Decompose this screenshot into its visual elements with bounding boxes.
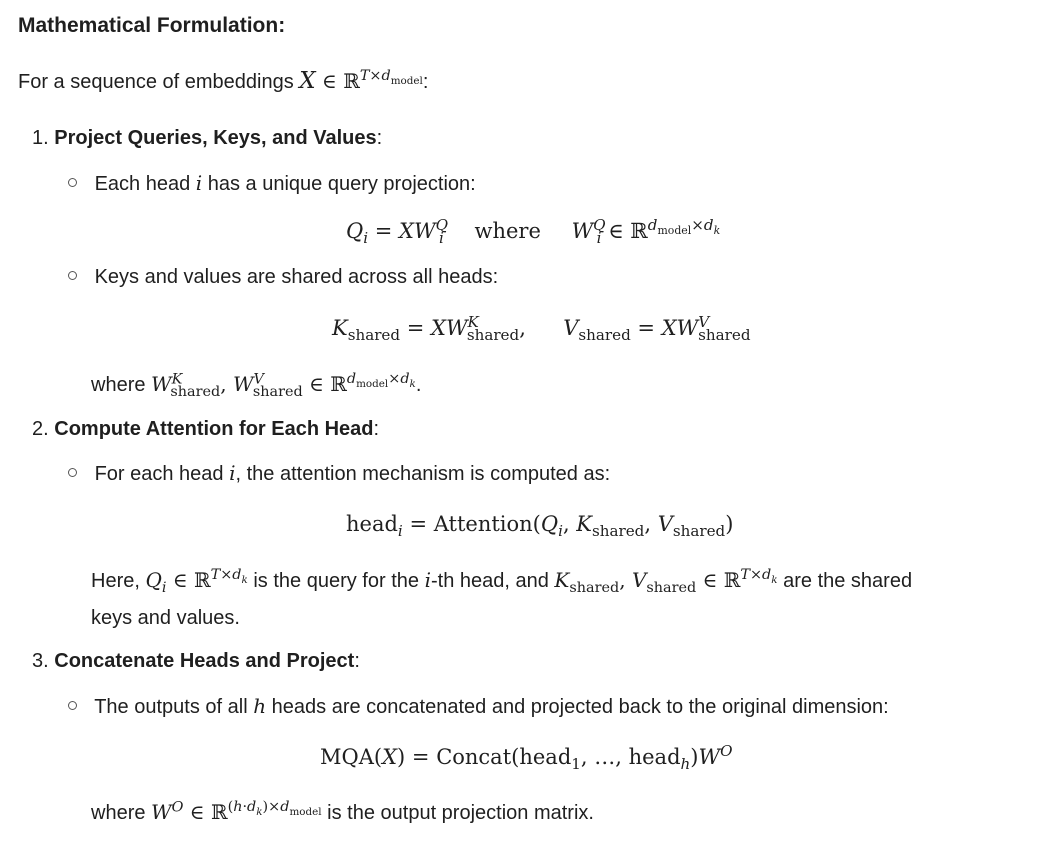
- step-2-title: Compute Attention for Each Head: [54, 418, 374, 440]
- step-3-bullet-1: The outputs of all h heads are concatenated and projected back to the original dimension:: [68, 694, 889, 719]
- equation-mqa: MQA(X) = Concat(head$_1$, …, $head_h)W^O$: [320, 742, 733, 774]
- step-1-heading: 1. Project Queries, Keys, and Values:: [32, 127, 383, 149]
- intro-colon: :: [422, 71, 429, 93]
- bullet-circle-icon: [68, 468, 77, 477]
- section-heading: Mathematical Formulation:: [18, 14, 286, 37]
- step-1-bullet-2: Keys and values are shared across all heads:: [68, 266, 498, 289]
- step-2-note: Here, $Q_i$ ∈ ℝ$^{T\times d_k}$ is the query for the i-th head, and $K_{shared}$, $V_{shared}$ ∈ ℝ$^{T\times d_k}$ are the shared: [91, 567, 913, 596]
- step-1-note: where $W^K_{shared}$, $W^V_{shared}$ ∈ ℝ$^{d_{model}\times d_k}$.: [91, 371, 422, 400]
- equation-shared-kv: $K_{shared} = XW^K_{shared}$, $V_{shared} = XW^V_{shared}$: [332, 313, 751, 345]
- step-1-number: 1.: [32, 127, 49, 149]
- step-2-bullet-1: For each head i, the attention mechanism is computed as:: [68, 461, 610, 486]
- bullet-circle-icon: [68, 701, 77, 710]
- intro-paragraph: [18, 68, 428, 94]
- bullet-circle-icon: [68, 271, 77, 280]
- bullet-circle-icon: [68, 178, 77, 187]
- step-2-heading: 2. Compute Attention for Each Head:: [32, 418, 380, 440]
- equation-query-projection: $Q_i = XW^Q_i$ where $W^Q_i$ ∈ ℝ$^{d_{model}\times d_k}$: [346, 216, 721, 248]
- step-3-title: Concatenate Heads and Project: [54, 650, 355, 672]
- intro-text: For a sequence of embeddings: [18, 71, 294, 93]
- step-1-bullet-1: Each head i has a unique query projection:: [68, 171, 476, 196]
- intro-math: X ∈ ℝ$^{T\times d_{model}}$: [299, 68, 423, 94]
- var-i: i: [195, 171, 203, 195]
- equation-attention: head$_i$ = $Attention(Q_i$, $K_{shared}$, $V_{shared}$): [346, 512, 734, 541]
- step-3-number: 3.: [32, 650, 49, 672]
- step-3-note: where $W^O$ ∈ ℝ$^{(h\cdot d_k)\times d_{model}}$ is the output projection matrix.: [91, 799, 594, 824]
- step-2-note-line-2: keys and values.: [91, 607, 240, 629]
- step-1-title: Project Queries, Keys, and Values: [54, 127, 377, 149]
- step-3-heading: 3. Concatenate Heads and Project:: [32, 650, 360, 672]
- step-2-number: 2.: [32, 418, 49, 440]
